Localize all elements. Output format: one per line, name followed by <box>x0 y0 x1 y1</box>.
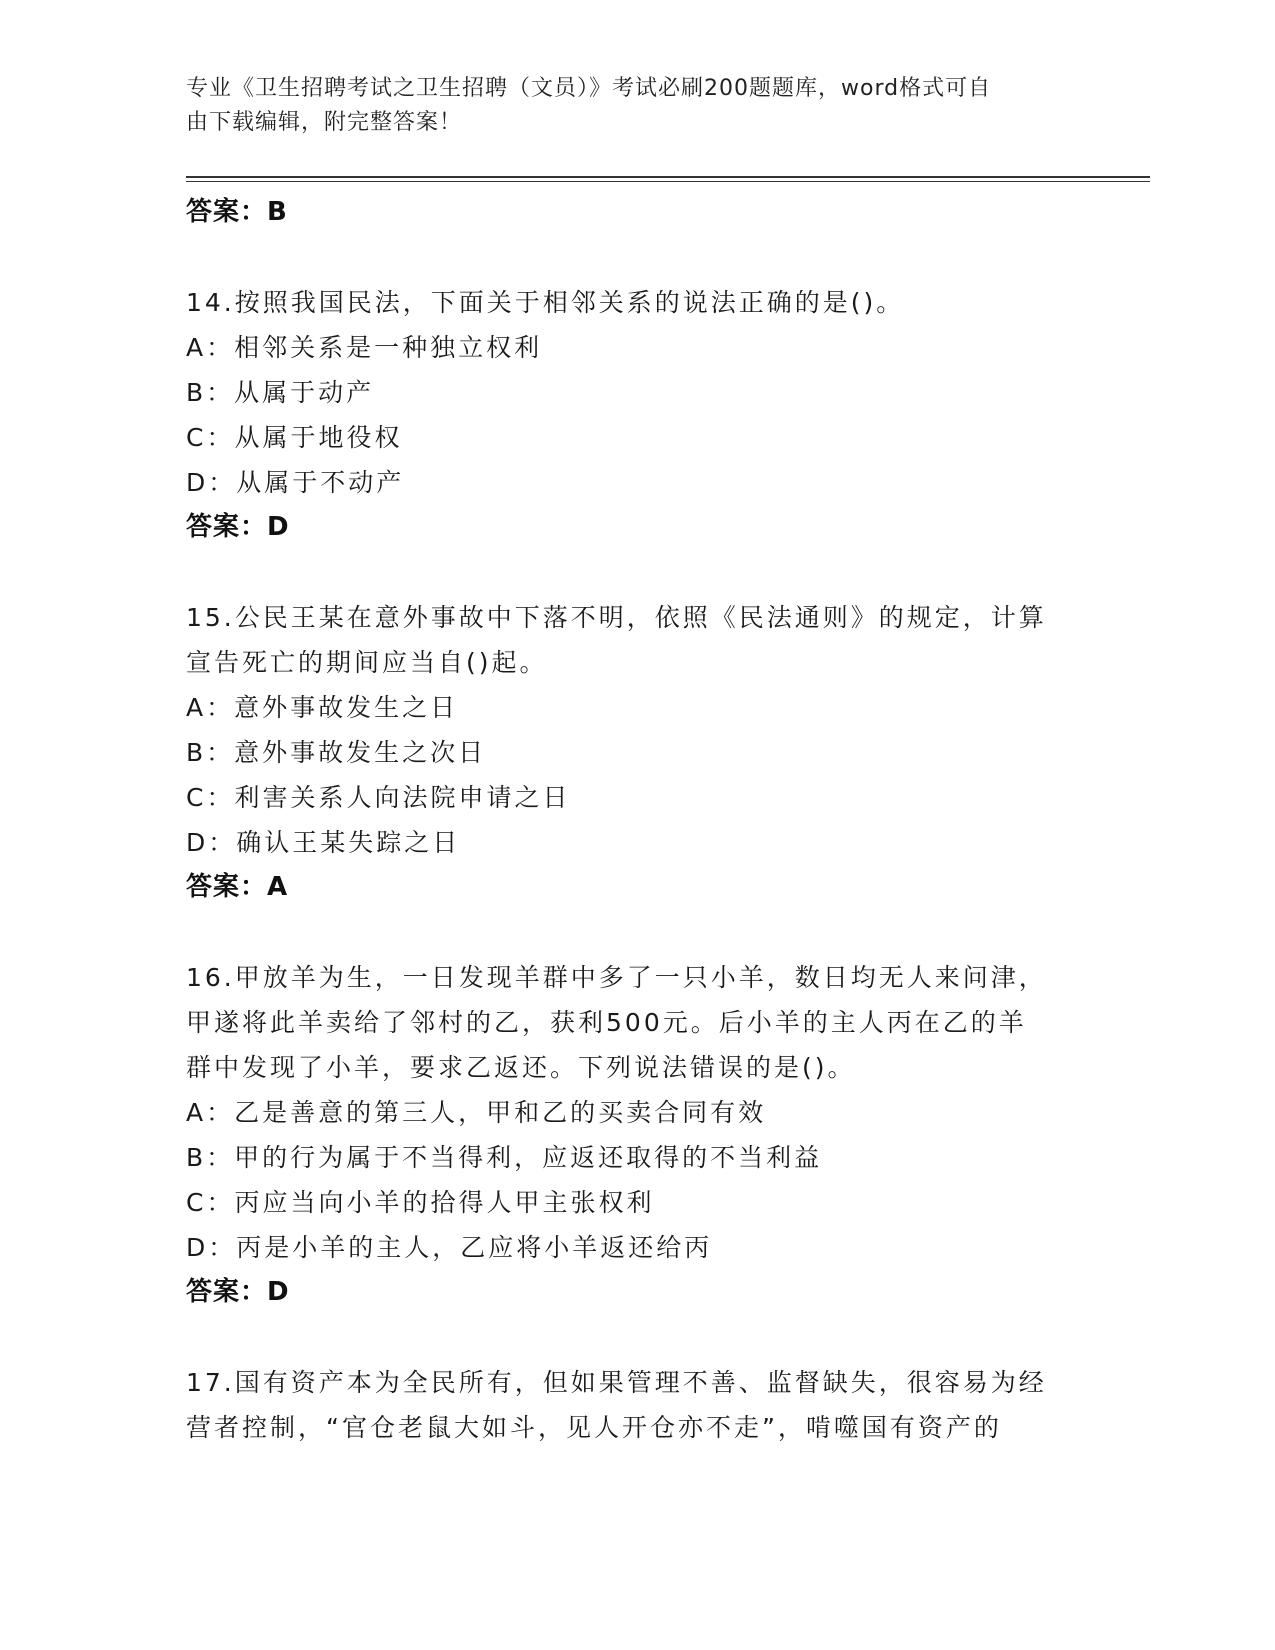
option-d: D：确认王某失踪之日 <box>186 828 461 857</box>
spacer <box>186 1315 1086 1360</box>
question-stem: 17.国有资产本为全民所有，但如果管理不善、监督缺失，很容易为经 <box>186 1368 1047 1397</box>
header-divider-thin <box>186 181 1150 182</box>
question-17 <box>186 1360 1086 1450</box>
option-c: C：从属于地役权 <box>186 423 403 452</box>
header-line-1: 专业《卫生招聘考试之卫生招聘（文员）》考试必刷200题题库，word格式可自 <box>186 76 992 101</box>
option-b: B：甲的行为属于不当得利，应返还取得的不当利益 <box>186 1143 823 1172</box>
spacer <box>186 910 1086 955</box>
question-15 <box>186 595 1086 910</box>
answer-line: 答案：D <box>186 512 290 542</box>
question-stem: 宣告死亡的期间应当自()起。 <box>186 648 548 677</box>
option-c: C：利害关系人向法院申请之日 <box>186 783 571 812</box>
answer-line: 答案：B <box>186 197 288 227</box>
question-stem: 16.甲放羊为生，一日发现羊群中多了一只小羊，数日均无人来问津， <box>186 963 1047 992</box>
question-stem: 甲遂将此羊卖给了邻村的乙，获利500元。后小羊的主人丙在乙的羊 <box>186 1008 1027 1037</box>
answer-line: 答案：D <box>186 1277 290 1307</box>
option-b: B：意外事故发生之次日 <box>186 738 487 767</box>
header-divider <box>186 176 1150 178</box>
option-a: A：意外事故发生之日 <box>186 693 459 722</box>
option-a: A：相邻关系是一种独立权利 <box>186 333 543 362</box>
option-c: C：丙应当向小羊的拾得人甲主张权利 <box>186 1188 655 1217</box>
question-16 <box>186 955 1086 1315</box>
spacer <box>186 235 1086 280</box>
option-d: D：从属于不动产 <box>186 468 405 497</box>
question-list <box>186 190 1086 1450</box>
answer-line: 答案：A <box>186 872 289 902</box>
spacer <box>186 550 1086 595</box>
option-b: B：从属于动产 <box>186 378 375 407</box>
question-stem: 群中发现了小羊，要求乙返还。下列说法错误的是()。 <box>186 1053 856 1082</box>
page-header <box>186 72 1066 140</box>
question-stem: 14.按照我国民法，下面关于相邻关系的说法正确的是()。 <box>186 288 905 317</box>
question-stem: 15.公民王某在意外事故中下落不明，依照《民法通则》的规定，计算 <box>186 603 1047 632</box>
option-d: D：丙是小羊的主人，乙应将小羊返还给丙 <box>186 1233 713 1262</box>
question-14 <box>186 280 1086 550</box>
header-line-2: 由下载编辑，附完整答案！ <box>186 110 463 135</box>
question-stem: 营者控制，“官仓老鼠大如斗，见人开仓亦不走”，啃噬国有资产的 <box>186 1413 1002 1442</box>
option-a: A：乙是善意的第三人，甲和乙的买卖合同有效 <box>186 1098 767 1127</box>
